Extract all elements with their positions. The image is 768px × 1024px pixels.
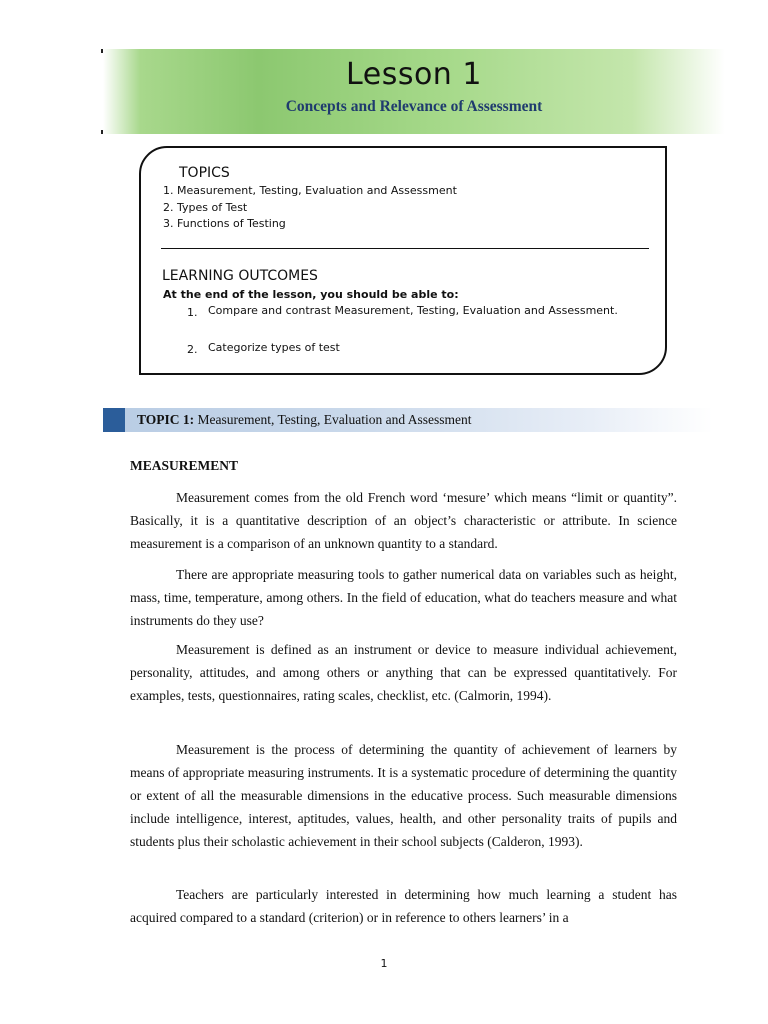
banner-corner-mark (101, 130, 103, 134)
section-heading: MEASUREMENT (130, 458, 239, 473)
topic-bar-title: Measurement, Testing, Evaluation and Assessment (194, 412, 472, 427)
topic-bar (103, 408, 713, 432)
topic-bar-number: TOPIC 1: (137, 412, 195, 427)
body-paragraph: Measurement is defined as an instrument or device to measure individual achievement, personality, attitudes, and among others or anything that can be expressed quantitatively. For examples, tests, questionnaires, rating scales, checklist, etc. (Calmorin, 1994). (130, 642, 677, 703)
topic-item: 1. Measurement, Testing, Evaluation and Assessment (163, 184, 457, 197)
topics-heading: TOPICS (179, 165, 230, 181)
topic-item: 3. Functions of Testing (163, 217, 286, 230)
topics-outcomes-box (139, 146, 667, 375)
banner-corner-mark (101, 49, 103, 53)
body-paragraph: Measurement is the process of determining the quantity of achievement of learners by means of appropriate measuring instruments. It is a systematic procedure of determining the quantity or extent of all the measurable dimensions in the educative process. Such measurable dimensions include intelligence, interest, aptitudes, values, health, and other personality traits of pupils and students plus their scholastic achievement in their school subjects (Calderon, 1993). (130, 742, 677, 849)
learning-outcomes-heading: LEARNING OUTCOMES (162, 268, 318, 284)
page-number: 1 (380, 957, 388, 970)
body-paragraph: There are appropriate measuring tools to gather numerical data on variables such as height, mass, time, temperature, among others. In the field of education, what do teachers measure and what instruments do they use? (130, 567, 677, 628)
lesson-subtitle: Concepts and Relevance of Assessment (285, 98, 543, 115)
topic-item: 2. Types of Test (163, 201, 248, 214)
box-divider (161, 248, 649, 249)
body-paragraph: Measurement comes from the old French word ‘mesure’ which means “limit or quantity”. Basically, it is a quantitative description of an object’s characteristic or attribute. In science measurement is a comparison of an unknown quantity to a standard. (130, 490, 677, 551)
learning-outcomes-intro: At the end of the lesson, you should be able to: (163, 288, 459, 301)
topic-bar-label (137, 412, 472, 428)
outcome-text: Compare and contrast Measurement, Testing, Evaluation and Assessment. (208, 304, 618, 317)
outcome-number: 2. (187, 343, 198, 356)
outcome-number: 1. (187, 306, 198, 319)
lesson-title: Lesson 1 (346, 57, 482, 92)
topic-bar-accent (103, 408, 125, 432)
body-paragraph: Teachers are particularly interested in determining how much learning a student has acquired compared to a standard (criterion) or in reference to others learners’ in a (130, 887, 677, 925)
lesson-banner (103, 49, 725, 134)
outcome-text: Categorize types of test (208, 341, 340, 354)
